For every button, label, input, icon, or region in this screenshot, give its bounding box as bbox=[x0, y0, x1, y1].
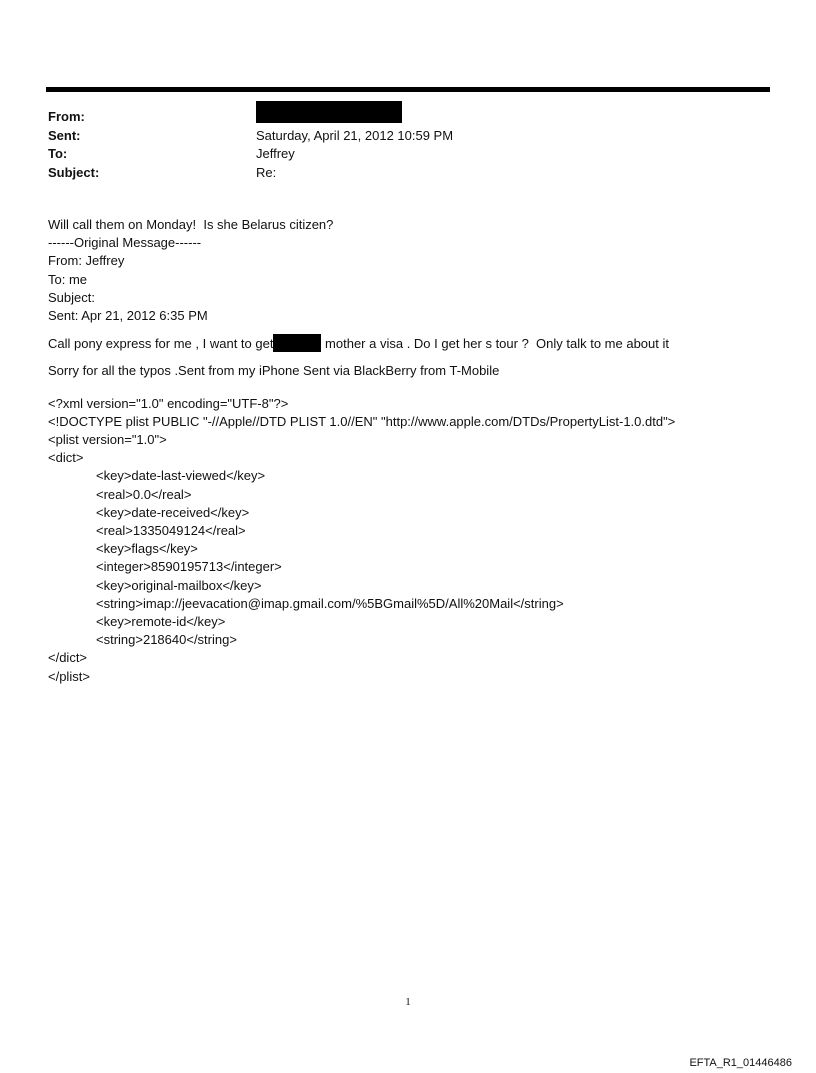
xml-line: <real>0.0</real> bbox=[96, 486, 192, 502]
subject-label: Subject: bbox=[48, 164, 100, 180]
email-body bbox=[48, 216, 768, 686]
message-part-1: Call pony express for me , I want to get bbox=[48, 336, 274, 352]
xml-line: <key>date-last-viewed</key> bbox=[96, 468, 266, 484]
to-label: To: bbox=[48, 146, 68, 161]
xml-line: <integer>8590195713</integer> bbox=[96, 559, 282, 575]
xml-line: <key>flags</key> bbox=[96, 541, 198, 557]
message-part-2: mother a visa . Do I get her s tour ? Only talk to me about it bbox=[321, 336, 669, 352]
xml-line: </dict> bbox=[48, 650, 88, 666]
original-from: From: Jeffrey bbox=[48, 253, 125, 269]
to-value: Jeffrey bbox=[256, 146, 295, 161]
from-label: From: bbox=[48, 109, 85, 124]
xml-line: <!DOCTYPE plist PUBLIC "-//Apple//DTD PLIST 1.0//EN" "http://www.apple.com/DTDs/PropertyList-1.0.dtd"> bbox=[48, 413, 676, 429]
message-line bbox=[48, 334, 768, 353]
subject-value: Re: bbox=[256, 164, 277, 180]
xml-line: <key>date-received</key> bbox=[96, 504, 250, 520]
original-to: To: me bbox=[48, 271, 88, 287]
xml-line: </plist> bbox=[48, 668, 90, 684]
signature-line: Sorry for all the typos .Sent from my iPhone Sent via BlackBerry from T-Mobile bbox=[48, 363, 500, 379]
redaction-box bbox=[273, 334, 321, 352]
xml-line: <dict> bbox=[48, 450, 84, 466]
original-message-marker: ------Original Message------ bbox=[48, 235, 202, 251]
redaction-box bbox=[256, 101, 402, 123]
original-sent: Sent: Apr 21, 2012 6:35 PM bbox=[48, 308, 208, 324]
sent-value: Saturday, April 21, 2012 10:59 PM bbox=[256, 127, 454, 143]
header-rule bbox=[46, 87, 770, 92]
page-number: 1 bbox=[405, 996, 411, 1008]
reply-line: Will call them on Monday! Is she Belarus citizen? bbox=[48, 217, 334, 232]
original-subject: Subject: bbox=[48, 289, 95, 305]
xml-line: <?xml version="1.0" encoding="UTF-8"?> bbox=[48, 395, 289, 411]
xml-line: <string>218640</string> bbox=[96, 632, 237, 648]
sent-label: Sent: bbox=[48, 127, 81, 143]
xml-line: <real>1335049124</real> bbox=[96, 523, 246, 539]
xml-line: <string>imap://jeevacation@imap.gmail.com/%5BGmail%5D/All%20Mail</string> bbox=[96, 595, 564, 611]
xml-line: <key>remote-id</key> bbox=[96, 614, 226, 630]
xml-line: <key>original-mailbox</key> bbox=[96, 577, 262, 593]
xml-line: <plist version="1.0"> bbox=[48, 432, 167, 448]
document-id: EFTA_R1_01446486 bbox=[689, 1057, 792, 1069]
